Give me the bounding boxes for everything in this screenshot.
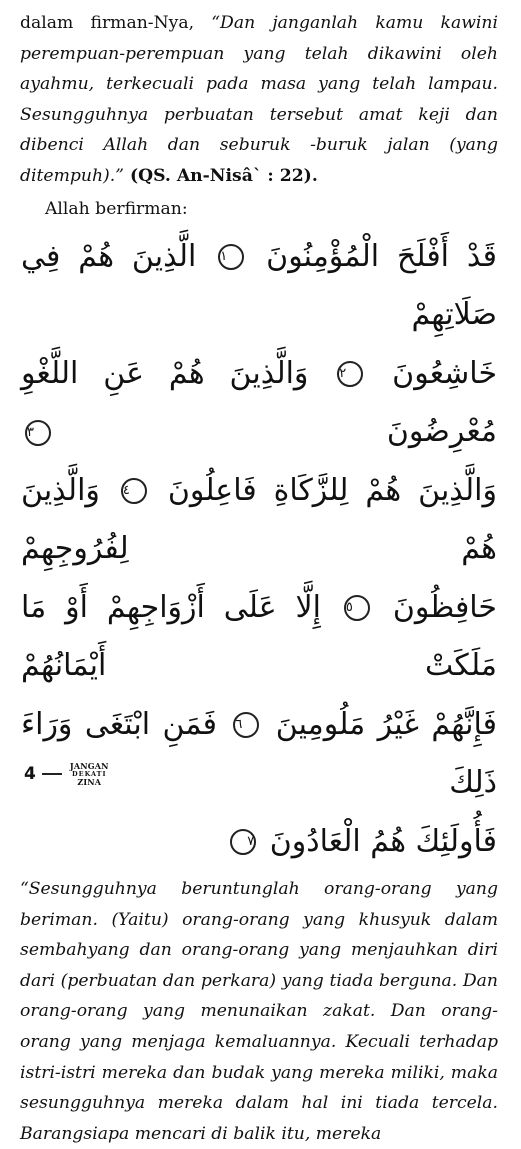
intro-line: Allah berfirman: xyxy=(45,198,188,219)
page-content xyxy=(20,8,498,1149)
ayah-number-marker: ٣ xyxy=(25,420,51,446)
quran-quote-an-nisa: “Dan janganlah kamu kawini perempuan-perempuan yang telah dikawini oleh ayahmu, terkecuali pada masa yang telah lampau. Sesungguhnya perbuatan tersebut amat keji dan dibenci Allah dan seburuk -buruk jalan (yang ditempuh).” xyxy=(20,13,498,186)
ayah-number-marker: ٢ xyxy=(337,361,363,387)
page-footer xyxy=(24,754,109,794)
arabic-line: حَافِظُونَ ٥ إِلَّا عَلَى أَزْوَاجِهِمْ أَوْ مَا مَلَكَتْ أَيْمَانُهُمْ xyxy=(21,589,497,684)
page-number: 4 xyxy=(24,764,36,784)
arabic-line: فَإِنَّهُمْ غَيْرُ مَلُومِينَ ٦ فَمَنِ ابْتَغَى وَرَاءَ ذَلِكَ xyxy=(21,706,497,801)
ayah-number-marker: ٧ xyxy=(230,829,256,855)
arabic-line: قَدْ أَفْلَحَ الْمُؤْمِنُونَ ١ الَّذِينَ هُمْ فِي صَلَاتِهِمْ xyxy=(21,238,497,333)
verse-translation: “Sesungguhnya beruntunglah orang-orang yang beriman. (Yaitu) orang-orang yang khusyuk dalam sembahyang dan orang-orang yang menjauhkan diri dari (perbuatan dan perkara) yang tiada berguna. Dan orang-orang yang menunaikan zakat. Dan orang-orang yang menjaga kemaluannya. Kecuali terhadap istri-istri mereka dan budak yang mereka miliki, maka sesungguhnya mereka dalam hal ini tiada tercela. Barangsiapa mencari di balik itu, mereka xyxy=(20,879,498,1144)
book-title-logo: JANGAN DEKATI ZINA xyxy=(69,761,109,787)
ayah-number-marker: ١ xyxy=(218,244,244,270)
ayah-number-marker: ٤ xyxy=(121,478,147,504)
ayah-number-marker: ٥ xyxy=(344,595,370,621)
arabic-line: خَاشِعُونَ ٢ وَالَّذِينَ هُمْ عَنِ اللَّغْوِ مُعْرِضُونَ ٣ xyxy=(21,355,497,450)
paragraph-lead: dalam firman-Nya, xyxy=(20,13,212,33)
footer-dash xyxy=(42,773,62,775)
arabic-line: فَأُولَئِكَ هُمُ الْعَادُونَ ٧ xyxy=(21,813,497,872)
arabic-line: وَالَّذِينَ هُمْ لِلزَّكَاةِ فَاعِلُونَ ٤ وَالَّذِينَ هُمْ لِفُرُوجِهِمْ xyxy=(21,472,497,567)
ayah-number-marker: ٦ xyxy=(233,712,259,738)
opening-paragraph xyxy=(20,8,498,192)
verse-reference: (QS. An-Nisâ` : 22). xyxy=(123,165,318,186)
